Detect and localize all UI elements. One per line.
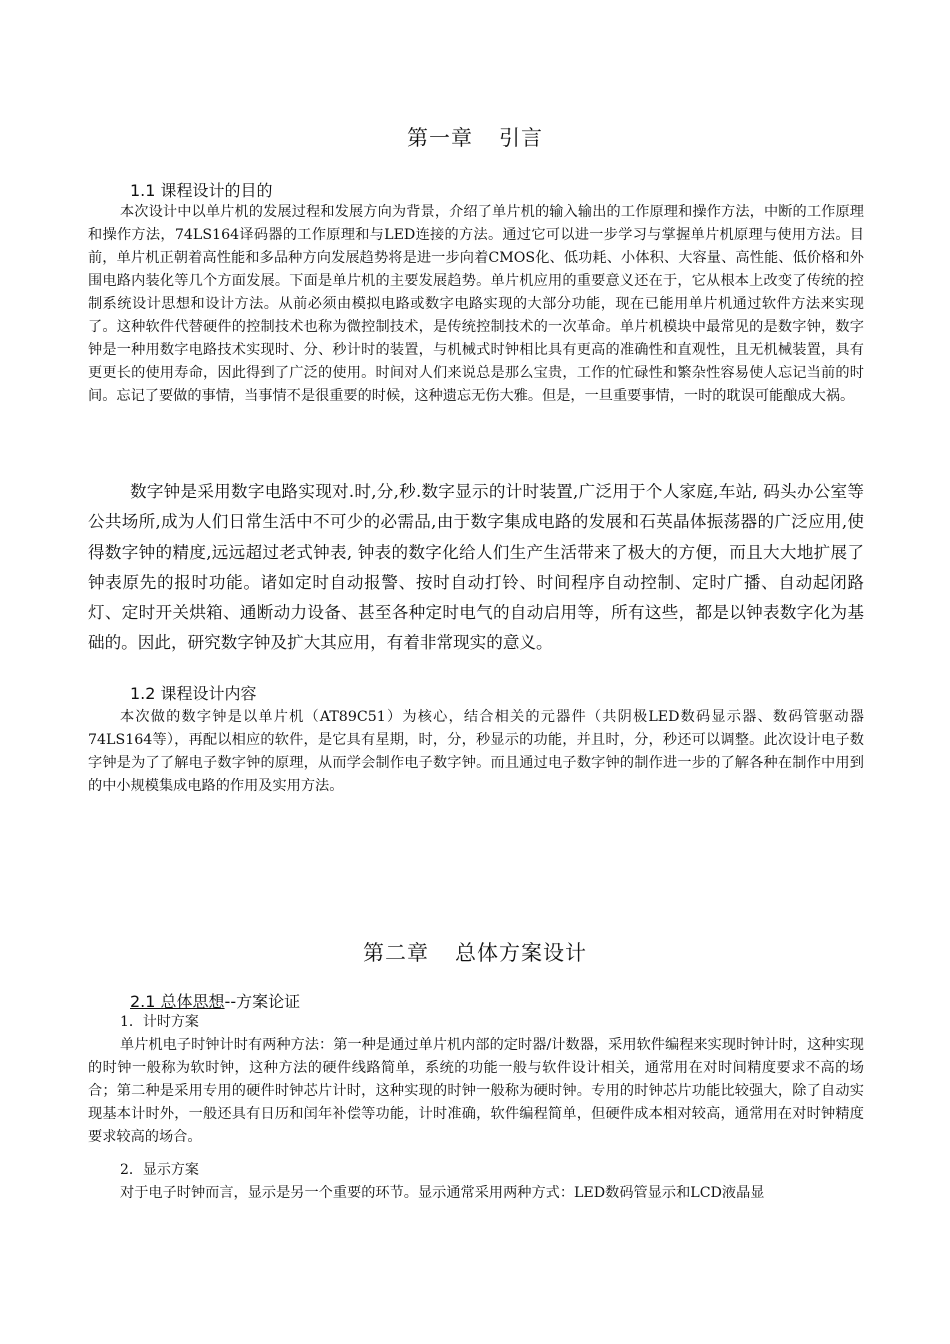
section-1-1-paragraph-2: 数字钟是采用数字电路实现对.时,分,秒.数字显示的计时装置,广泛用于个人家庭,车站, 码头办公室等公共场所,成为人们日常生活中不可少的必需品,由于数字集成电路的发展和石英晶体振荡器的广泛应用,使得数字钟的精度,远远超过老式钟表, 钟表的数字化给人们生产生活带来了极大的方便，而且大大地扩展了钟表原先的报时功能。诸如定时自动报警、按时自动打铃、时间程序自动控制、定时广播、自动起闭路灯、定时开关烘箱、通断动力设备、甚至各种定时电气的自动启用等，所有这些，都是以钟表数字化为基础的。因此，研究数字钟及扩大其应用，有着非常现实的意义。: [88, 482, 864, 653]
chapter-2-title: [0, 937, 950, 967]
chapter-1-title: [0, 122, 950, 152]
timing-scheme-paragraph: 单片机电子时钟计时有两种方法：第一种是通过单片机内部的定时器/计数器，采用软件编程来实现时钟计时，这种实现的时钟一般称为软时钟，这种方法的硬件线路简单，系统的功能一般与软件设计相关，通常用在对时间精度要求不高的场合；第二种是采用专用的硬件时钟芯片计时，这种实现的时钟一般称为硬时钟。专用的时钟芯片功能比较强大，除了自动实现基本计时外，一般还具有日历和闰年补偿等功能，计时准确，软件编程简单，但硬件成本相对较高，通常用在对时钟精度要求较高的场合。: [88, 1037, 864, 1145]
section-1-1-paragraph: 本次设计中以单片机的发展过程和发展方向为背景，介绍了单片机的输入输出的工作原理和操作方法，中断的工作原理和操作方法，74LS164译码器的工作原理和与LED连接的方法。通过它可以进一步学习与掌握单片机原理与使用方法。目前，单片机正朝着高性能和多品种方向发展趋势将是进一步向着CMOS化、低功耗、小体积、大容量、高性能、低价格和外围电路内装化等几个方面发展。下面是单片机的主要发展趋势。单片机应用的重要意义还在于，它从根本上改变了传统的控制系统设计思想和设计方法。从前必须由模拟电路或数字电路实现的大部分功能，现在已能用单片机通过软件方法来实现了。这种软件代替硬件的控制技术也称为微控制技术，是传统控制技术的一次革命。单片机模块中最常见的是数字钟，数字钟是一种用数字电路技术实现时、分、秒计时的装置，与机械式时钟相比具有更高的准确性和直观性，且无机械装置，具有更更长的使用寿命，因此得到了广泛的使用。时间对人们来说总是那么宝贵，工作的忙碌性和繁杂性容易使人忘记当前的时间。忘记了要做的事情，当事情不是很重要的时候，这种遗忘无伤大雅。但是，一旦重要事情，一时的耽误可能酿成大祸。: [88, 204, 864, 404]
section-1-2-paragraph: 本次做的数字钟是以单片机（AT89C51）为核心，结合相关的元器件（共阴极LED数码显示器、数码管驱动器74LS164等），再配以相应的软件，是它具有星期，时，分，秒显示的功能，并且时，分，秒还可以调整。此次设计电子数字钟是为了了解电子数字钟的原理，从而学会制作电子数字钟。而且通过电子数字钟的制作进一步的了解各种在制作中用到的中小规模集成电路的作用及实用方法。: [88, 709, 864, 794]
section-2-1-heading-underlined: 2.1 总体思想: [130, 992, 225, 1011]
chapter-1-number: 第一章: [407, 126, 473, 150]
display-scheme-heading: 2．显示方案: [120, 1162, 199, 1178]
timing-scheme-heading: 1．计时方案: [120, 1014, 199, 1030]
chapter-1-name: 引言: [499, 126, 543, 150]
chapter-2-name: 总体方案设计: [455, 941, 587, 965]
display-scheme-paragraph: 对于电子时钟而言，显示是另一个重要的环节。显示通常采用两种方式：LED数码管显示和LCD液晶显: [120, 1185, 765, 1201]
section-1-1-heading: 1.1 课程设计的目的: [130, 181, 273, 200]
section-1-2-heading: 1.2 课程设计内容: [130, 684, 257, 703]
section-2-1-heading: [130, 989, 300, 1012]
section-2-1-heading-suffix: --方案论证: [224, 992, 301, 1011]
chapter-2-number: 第二章: [363, 941, 429, 965]
